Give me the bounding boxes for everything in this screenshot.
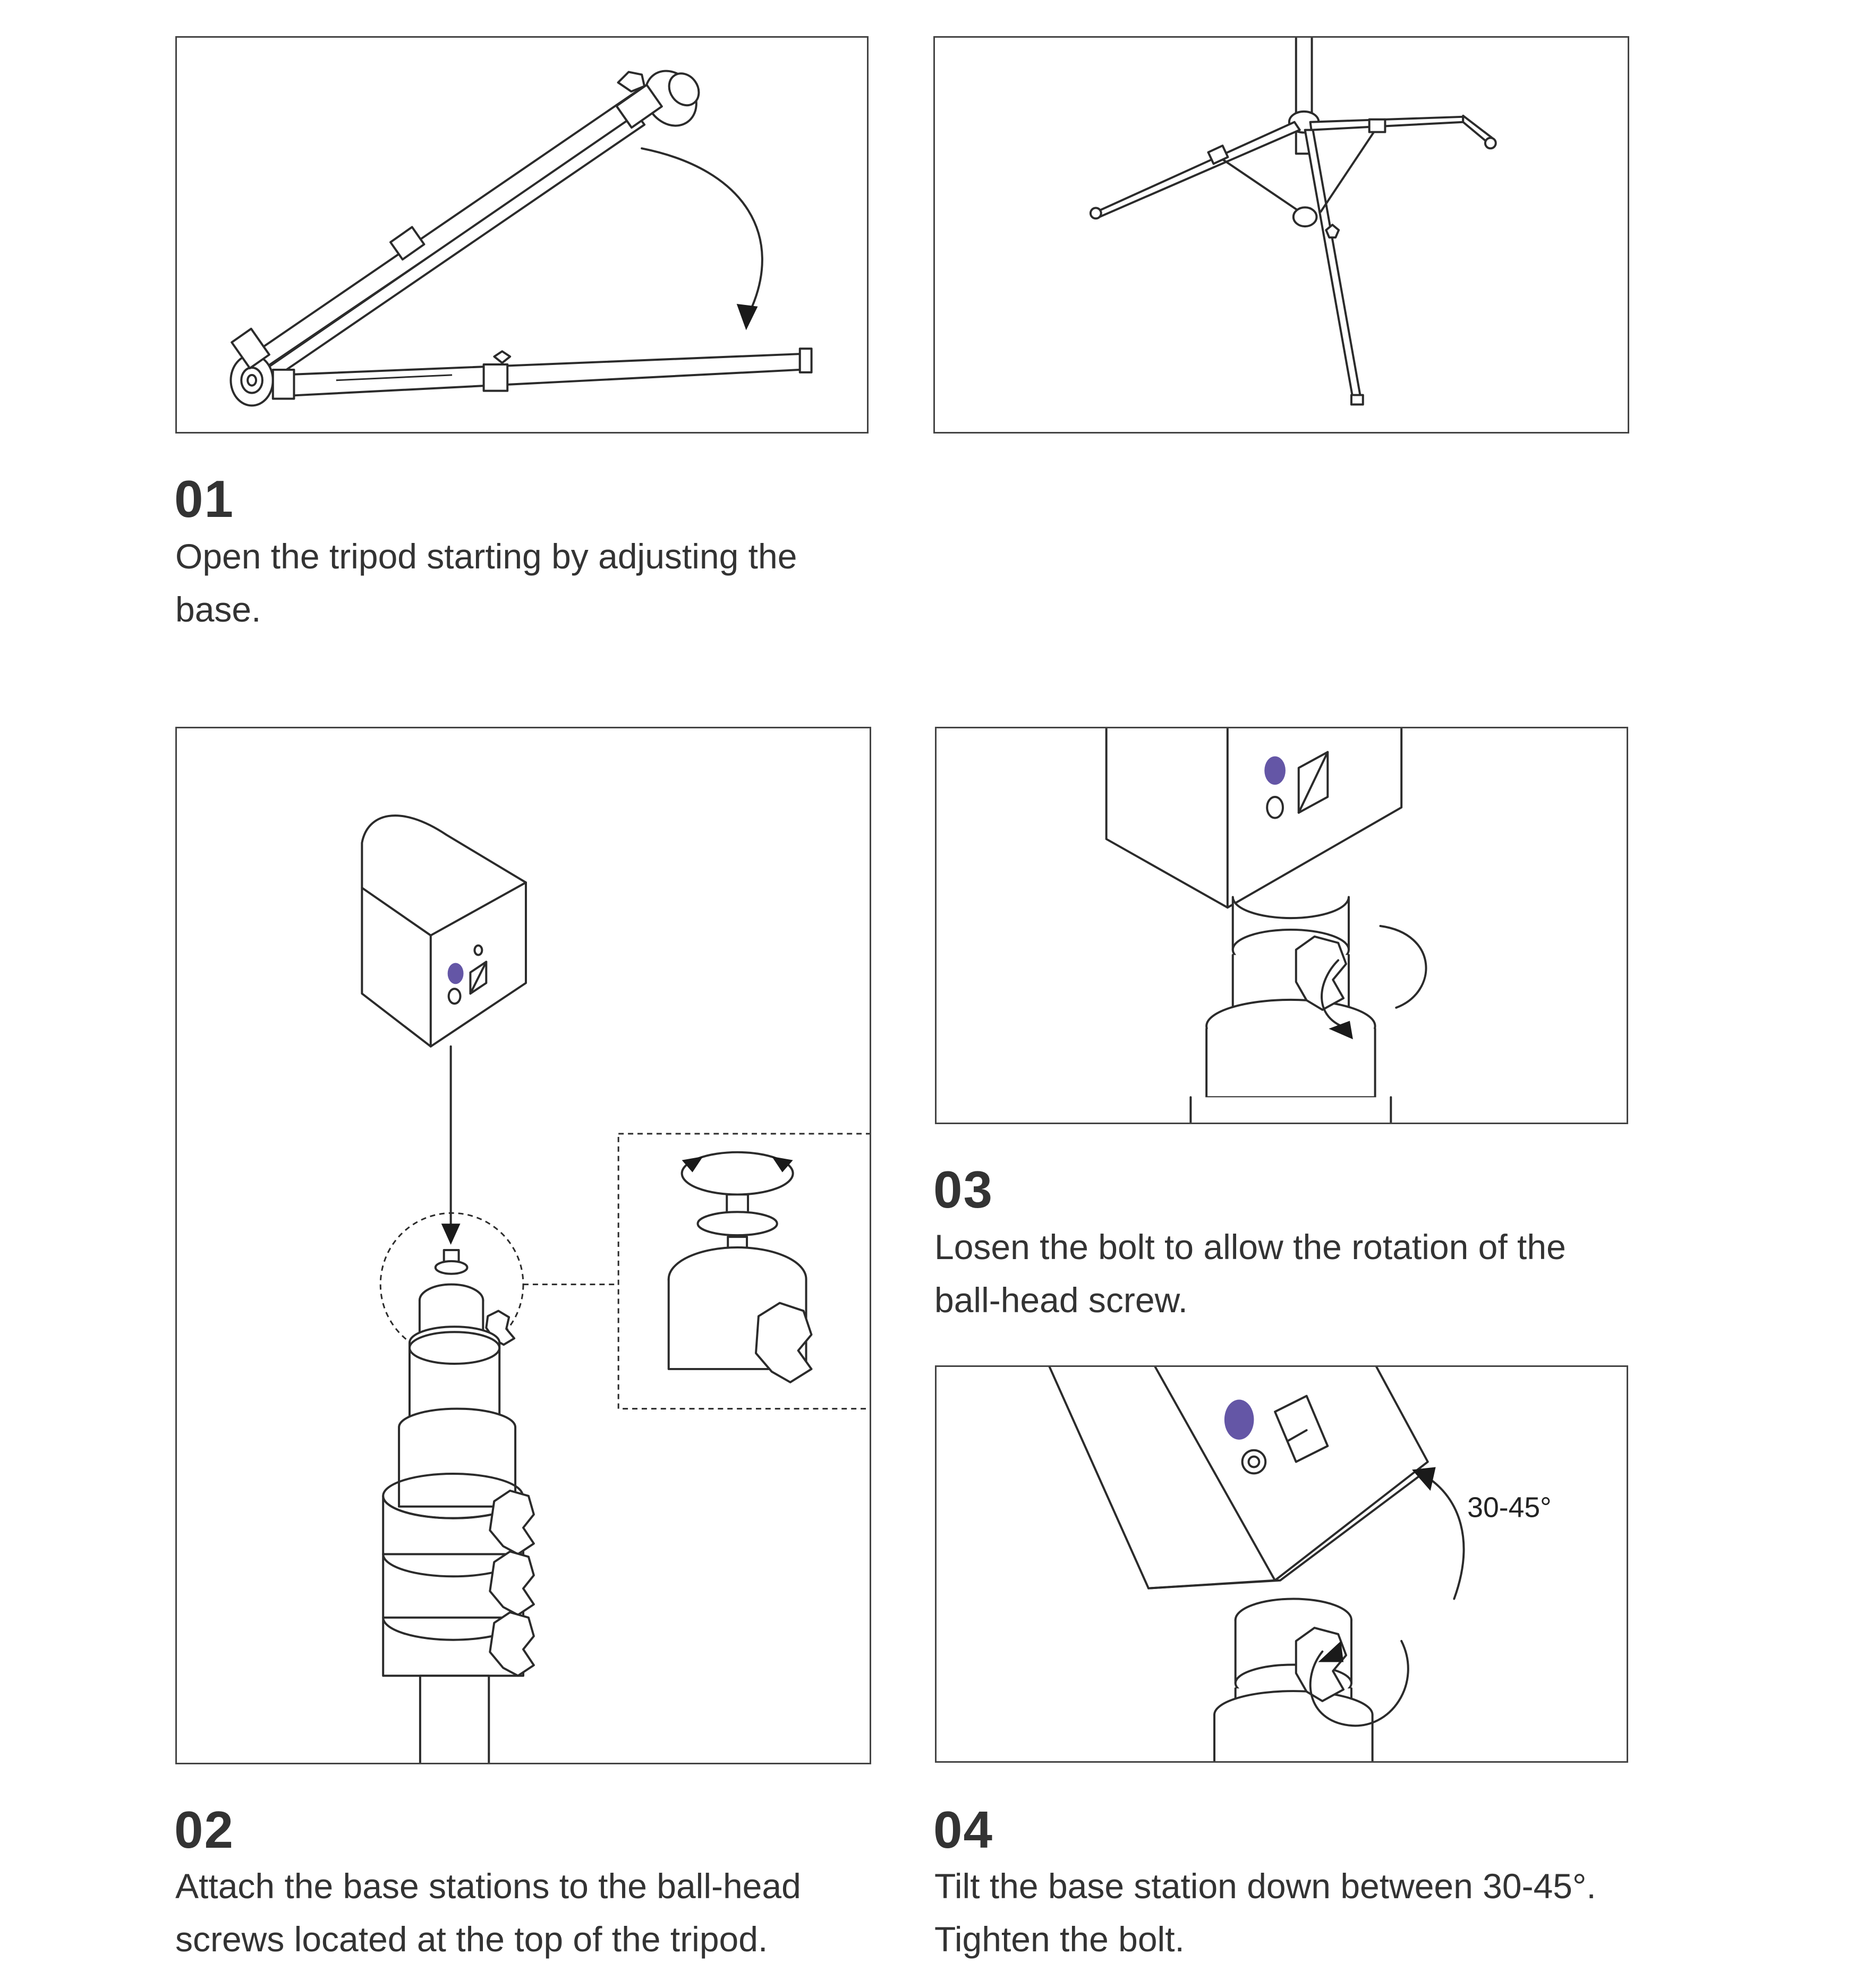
- step-04-tilt-illustration: [935, 1365, 1628, 1763]
- open-tripod-drawing: [935, 38, 1628, 432]
- step-02-number: 02: [174, 1800, 235, 1859]
- status-led-icon: [1224, 1400, 1254, 1440]
- tilt-base-station-drawing: [937, 1367, 1627, 1761]
- status-led-icon: [448, 963, 464, 984]
- step-04-description: Tilt the base station down between 30-45°. Tighten the bolt.: [934, 1866, 1596, 1959]
- step-01-number: 01: [174, 470, 235, 528]
- step-02-attach-illustration: [175, 727, 871, 1764]
- step-04-number: 04: [933, 1800, 994, 1859]
- step-02-description: Attach the base stations to the ball-head screws located at the top of the tripod.: [175, 1866, 801, 1959]
- loosen-bolt-drawing: [937, 728, 1627, 1123]
- step-03-number: 03: [933, 1160, 994, 1219]
- attach-base-station-drawing: [177, 728, 870, 1763]
- step-03-description: Losen the bolt to allow the rotation of the ball-head screw.: [934, 1227, 1566, 1320]
- step-03-loosen-illustration: [935, 727, 1628, 1124]
- step-01-description: Open the tripod starting by adjusting the base.: [175, 537, 797, 629]
- folded-tripod-drawing: [177, 38, 867, 432]
- tilt-angle-label: 30-45°: [1467, 1492, 1552, 1524]
- step-01-open-tripod-illustration: [933, 36, 1629, 434]
- step-01-folded-tripod-illustration: [175, 36, 869, 434]
- status-led-icon: [1264, 757, 1286, 785]
